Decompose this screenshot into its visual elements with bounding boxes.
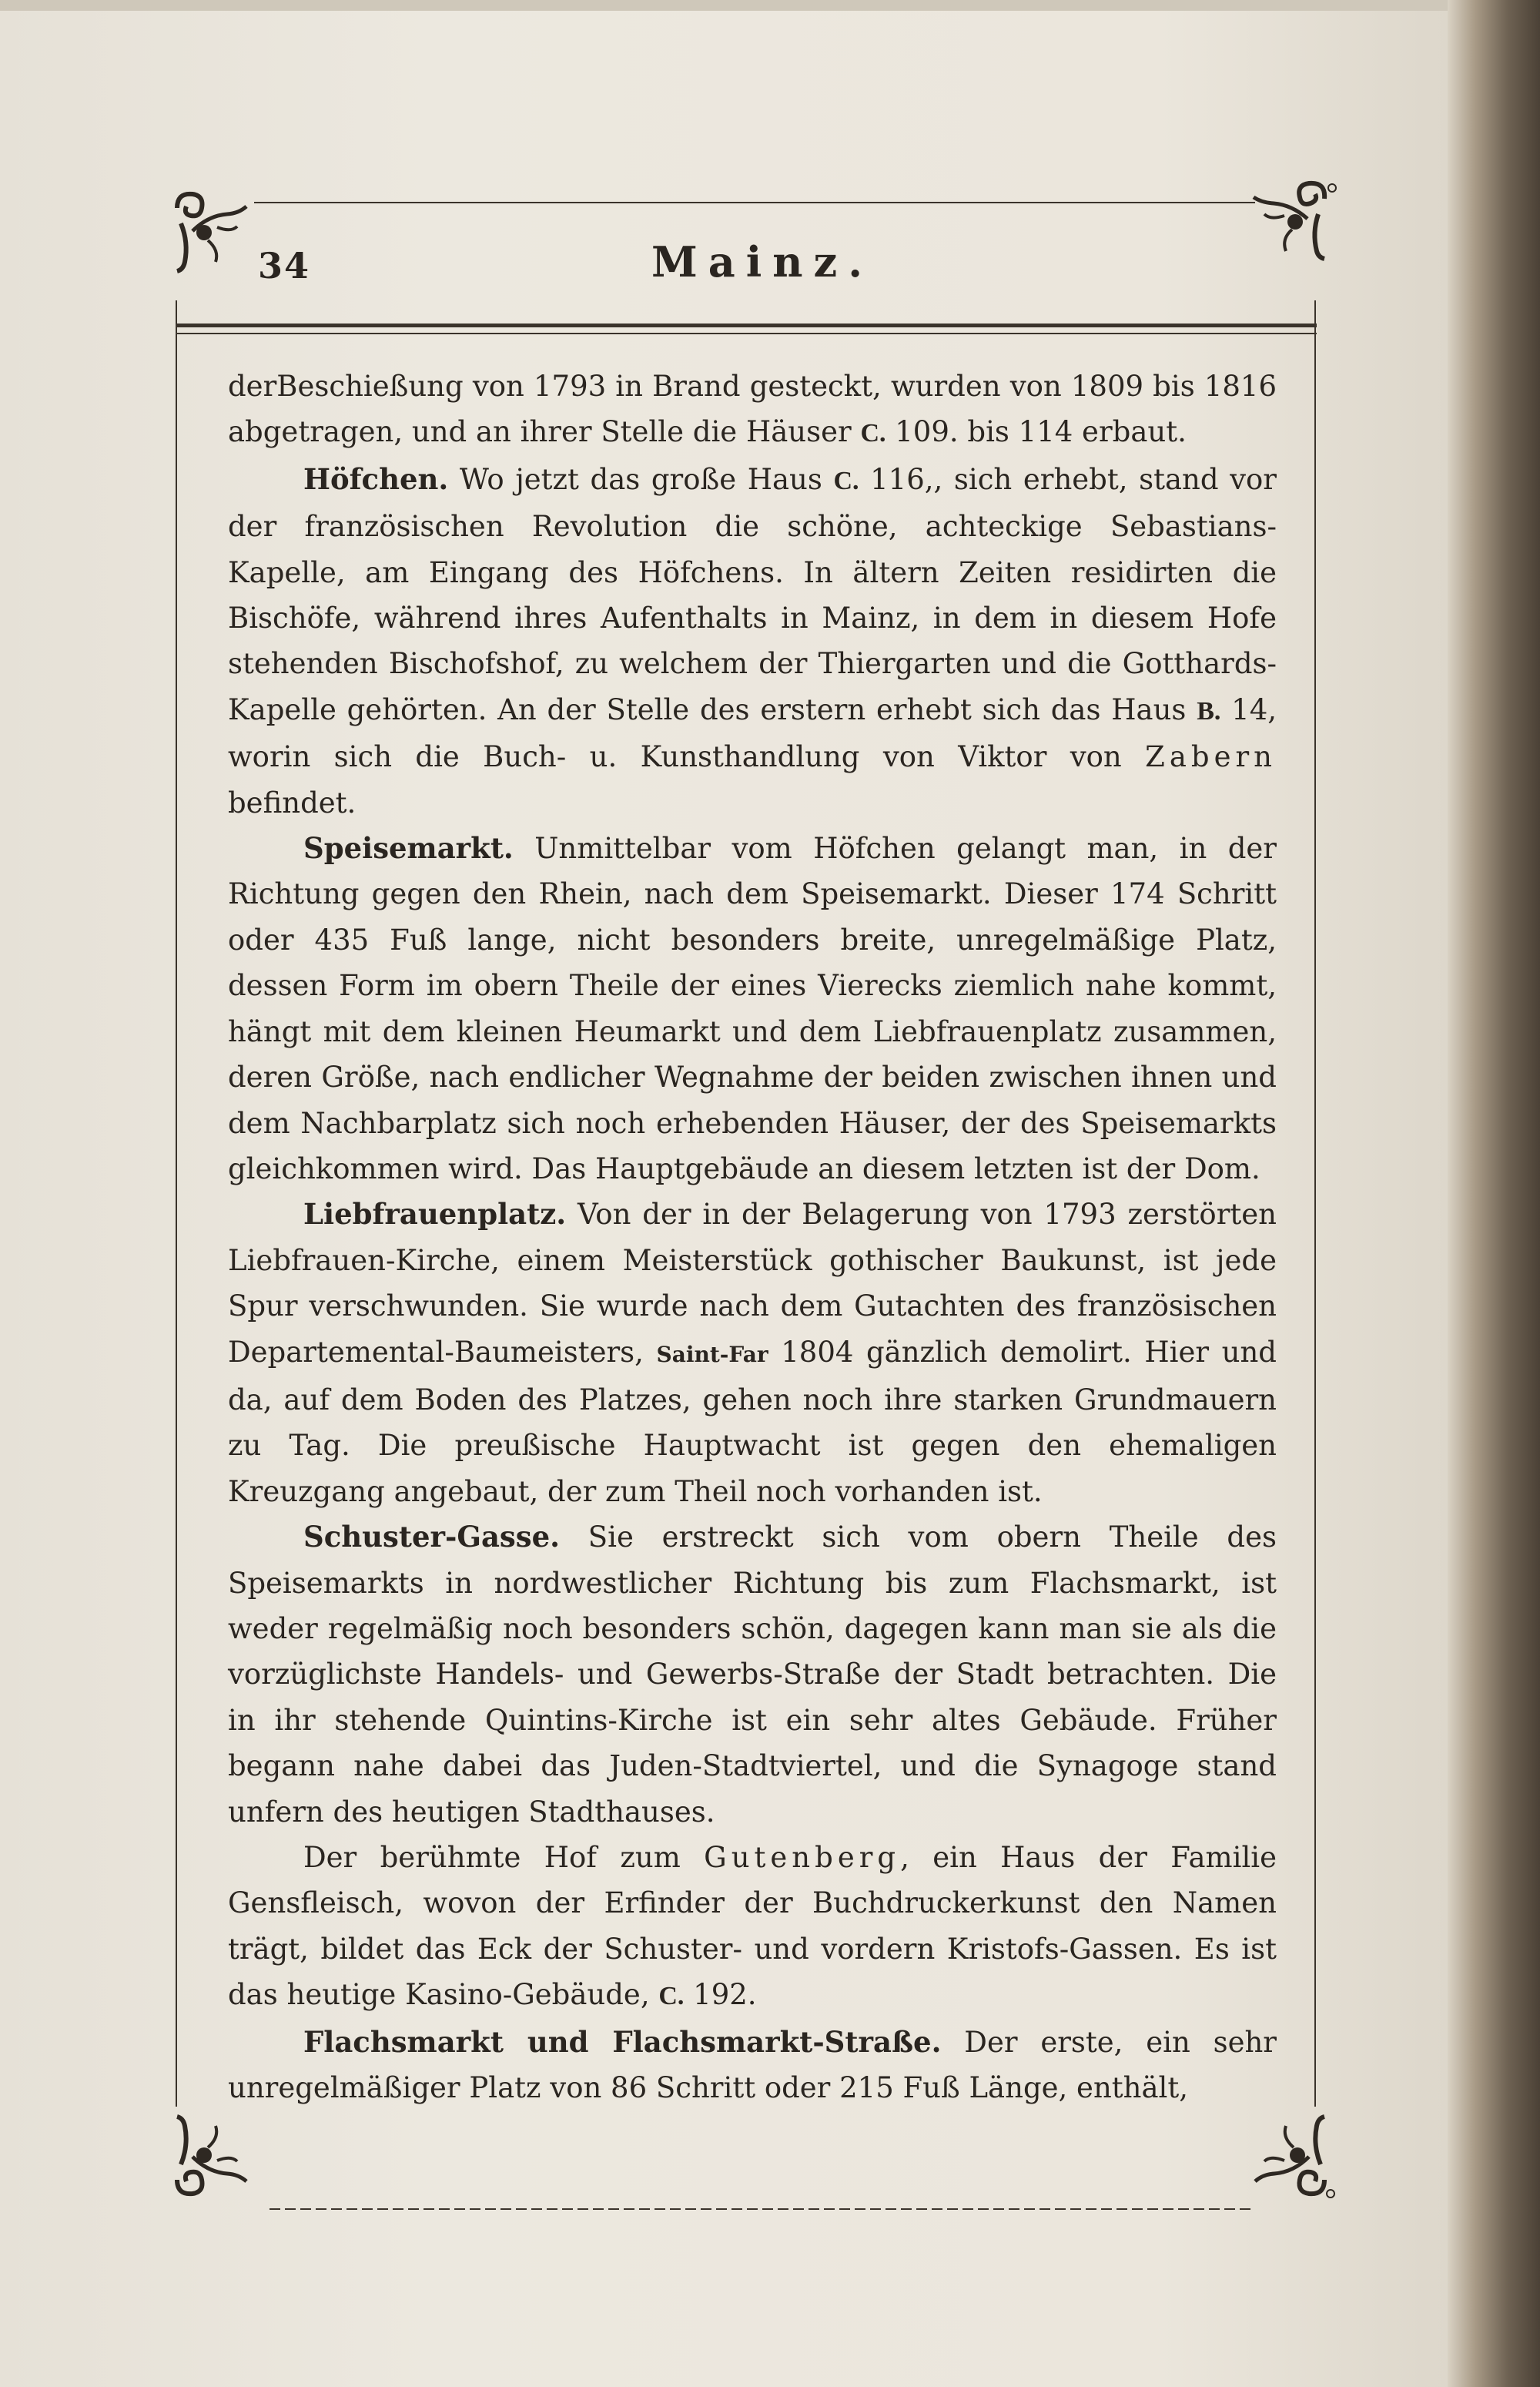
text-run: 192.	[684, 1978, 757, 2012]
paragraph	[228, 1514, 1277, 1835]
section-heading: Flachsmarkt und Flachsmarkt-Straße.	[303, 2024, 942, 2059]
corner-ornament-bottom-right-icon	[1247, 2110, 1340, 2203]
text-run: C.	[833, 466, 859, 495]
paragraph	[228, 457, 1277, 826]
text-run: Der berühmte Hof zum	[303, 1841, 705, 1874]
paragraph	[228, 364, 1277, 457]
section-heading: Liebfrauenplatz.	[303, 1197, 567, 1232]
text-run: C.	[860, 419, 886, 448]
text-run: , ein Haus der Familie Gensfleisch, wovon der Erfinder der Buchdruckerkunst den Namen trägt, bildet das Eck der Schuster- und vordern Kristofs-Gassen. Es ist das heutige Kasino-Gebäude,	[228, 1841, 1277, 2012]
text-run: 116,, sich erhebt, stand vor der französischen Revolution die schöne, achteckige Sebastians-Kapelle, am Eingang des Höfchens. In ältern Zeiten residirten die Bischöfe, während ihres Aufenthalts in Mainz, in dem in diesem Hofe stehenden Bischofshof, zu welchem der Thiergarten und die Gotthards-Kapelle gehörten. An der Stelle des erstern erhebt sich das Haus	[228, 462, 1277, 726]
paragraph	[228, 1835, 1277, 2020]
running-title: Mainz.	[651, 237, 873, 287]
paragraph	[228, 2020, 1277, 2111]
section-heading: Schuster-Gasse.	[303, 1520, 561, 1554]
bottom-rule	[270, 2208, 1255, 2210]
text-run: C.	[658, 1982, 685, 2011]
corner-ornament-top-right-icon	[1247, 171, 1340, 263]
top-rule	[254, 202, 1255, 203]
text-run: 109. bis 114 erbaut.	[886, 415, 1187, 449]
section-heading: Speisemarkt.	[303, 831, 514, 866]
text-run: Gutenberg	[704, 1841, 901, 1874]
text-run: Unmittelbar vom Höfchen gelangt man, in der Richtung gegen den Rhein, nach dem Speisemarkt. Dieser 174 Schritt oder 435 Fuß lange, nicht besonders breite, unregelmäßige Platz, dessen Form im obern Theile der eines Vierecks ziemlich nahe kommt, hängt mit dem kleinen Heumarkt und dem Liebfrauenplatz zusammen, deren Größe, nach endlicher Wegnahme der beiden zwischen ihnen und dem Nachbarplatz sich noch erhebenden Häuser, der des Speisemarkts gleichkommen wird. Das Hauptgebäude an diesem letzten ist der Dom.	[228, 832, 1277, 1185]
paragraph	[228, 826, 1277, 1192]
text-run: B.	[1197, 696, 1221, 726]
text-run: befindet.	[228, 786, 357, 820]
section-heading: Höfchen.	[303, 461, 449, 496]
text-run: 14, worin sich die Buch- u. Kunsthandlung von Viktor von	[228, 692, 1277, 774]
book-binding-shadow	[1448, 0, 1540, 2387]
header-double-rule-lower	[176, 333, 1317, 334]
paragraph	[228, 1192, 1277, 1514]
header-double-rule-upper	[176, 324, 1317, 327]
text-run: Saint-Far	[656, 1341, 768, 1367]
text-run: Der erste, ein sehr unregelmäßiger Platz von 86 Schritt oder 215 Fuß Länge, enthält,	[228, 2025, 1277, 2105]
right-border-line	[1314, 300, 1316, 2107]
text-run: 1804 gänzlich demolirt. Hier und da, auf dem Boden des Platzes, gehen noch ihre starken Grundmauern zu Tag. Die preußische Hauptwacht ist gegen den ehemaligen Kreuzgang angebaut, der zum Theil noch vorhanden ist.	[228, 1335, 1277, 1508]
page-number: 34	[258, 245, 311, 287]
text-run: Von der in der Belagerung von 1793 zerstörten Liebfrauen-Kirche, einem Meisterstück gothischer Baukunst, ist jede Spur verschwunden. Sie wurde nach dem Gutachten des französischen Departemental-Baumeisters,	[228, 1198, 1277, 1369]
text-run: Wo jetzt das große Haus	[448, 462, 834, 496]
text-run: derBeschießung von 1793 in Brand gesteckt, wurden von 1809 bis 1816 abgetragen, und an ihrer Stelle die Häuser	[228, 370, 1277, 449]
corner-ornament-top-left-icon	[162, 185, 254, 277]
text-run: Sie erstreckt sich vom obern Theile des Speisemarkts in nordwestlicher Richtung bis zum Flachsmarkt, ist weder regelmäßig noch besonders schön, dagegen kann man sie als die vorzüglichste Handels- und Gewerbs-Straße der Stadt betrachten. Die in ihr stehende Quintins-Kirche ist ein sehr altes Gebäude. Früher begann nahe dabei das Juden-Stadtviertel, und die Synagoge stand unfern des heutigen Stadthauses.	[228, 1520, 1277, 1829]
left-border-line	[176, 300, 177, 2107]
page-top-edge	[0, 0, 1448, 11]
body-text	[228, 364, 1277, 2110]
corner-ornament-bottom-left-icon	[162, 2110, 254, 2203]
text-run: Zabern	[1145, 740, 1277, 774]
